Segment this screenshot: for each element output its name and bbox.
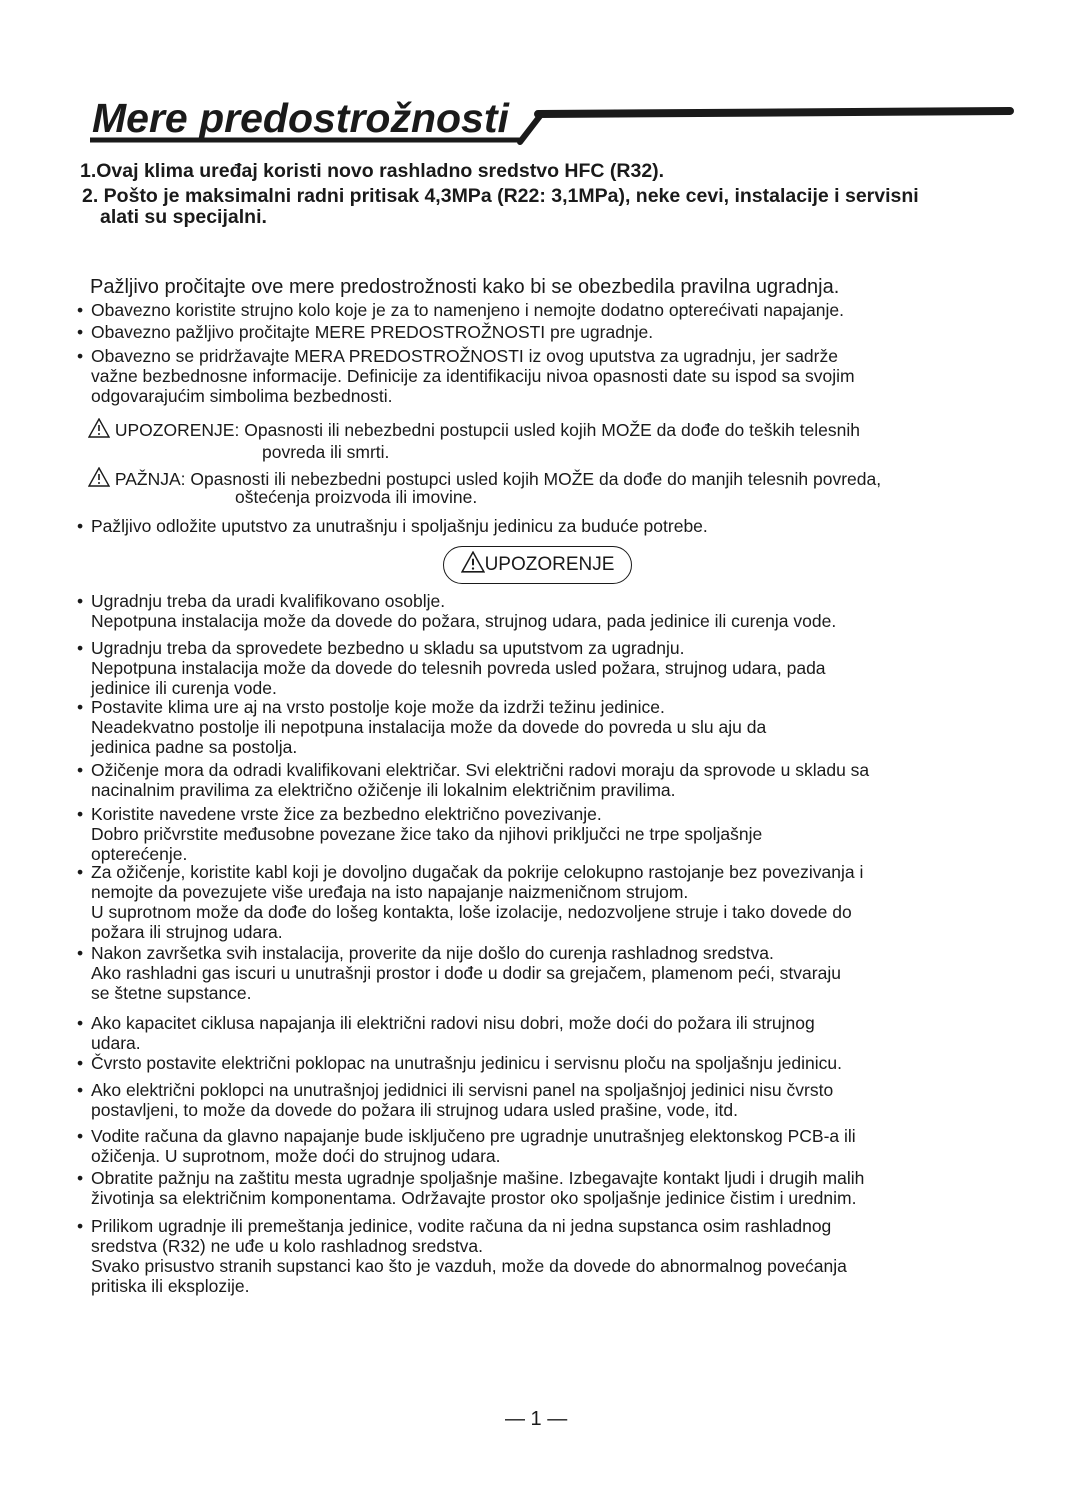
page-number: — 1 —	[505, 1408, 568, 1430]
list-item: • Ako električni poklopci na unutrašnjoj jedidnici ili servisni panel na spoljašnjoj jedinici nisu čvrsto postavljeni, to može da dovede do požara ili strujnog udara usled prašine, vode, itd.	[77, 1080, 834, 1120]
list-item: • Ožičenje mora da odradi kvalifikovani električar. Svi električni radovi moraju da sprovode u skladu sa nacinalnim pravilima za električno ožičenje ili lokalnim električnim pravilima.	[77, 760, 870, 800]
list-item: • Koristite navedene vrste žice za bezbedno električno povezivanje. Dobro pričvrstite međusobne povezane žice tako da njihovi priključci ne trpe spoljašnje opterećenje.	[77, 804, 763, 864]
caution-text: Opasnosti ili nebezbedni postupci usled kojih MOŽE da dođe do manjih telesnih povreda,	[190, 469, 882, 489]
list-item: • Prilikom ugradnje ili premeštanja jedinice, vodite računa da ni jedna supstanca osim rashladnog sredstva (R32) ne uđe u kolo rashladnog sredstva. Svako prisustvo stranih supstanci kao što je vazduh, može da dovede do abnormalnog povećanja pritiska ili eksplozije.	[77, 1216, 847, 1296]
intro-point-2-cont: alati su specijalni.	[100, 206, 267, 228]
list-item: • Nakon završetka svih instalacija, proverite da nije došlo do curenja rashladnog sredstva. Ako rashladni gas iscuri u unutrašnji prostor i dođe u dodir sa grejačem, plamenom peći, stvaraju se štetne supstance.	[77, 943, 841, 1003]
warning-badge	[443, 546, 632, 584]
warning-definition	[88, 418, 860, 441]
list-item: • Obavezno koristite strujno kolo koje je za to namenjeno i nemojte dodatno opterećivati napajanje.	[77, 300, 844, 320]
warning-text-cont: povreda ili smrti.	[262, 442, 390, 462]
intro-point-1: 1.Ovaj klima uređaj koristi novo rashladno sredstvo HFC (R32).	[80, 160, 665, 182]
list-item: • Ako kapacitet ciklusa napajanja ili električni radovi nisu dobri, može doći do požara ili strujnog udara.	[77, 1013, 815, 1053]
title-underline-rule	[0, 0, 1083, 160]
intro-point-2: 2. Pošto je maksimalni radni pritisak 4,3MPa (R22: 3,1MPa), neke cevi, instalacije i servisni	[82, 185, 919, 207]
list-item: • Ugradnju treba da uradi kvalifikovano osoblje. Nepotpuna instalacija može da dovede do požara, strujnog udara, pada jedinice ili curenja vode.	[77, 591, 837, 631]
list-item: • Za ožičenje, koristite kabl koji je dovoljno dugačak da pokrije celokupno rastojanje bez povezivanja i nemojte da povezujete više uređaja na isto napajanje naizmeničnom strujom. U suprotnom može da dođe do lošeg kontakta, loše izolacije, nedozvoljene struje i tako dovede do požara ili strujnog udara.	[77, 862, 864, 942]
lead-text: Pažljivo pročitajte ove mere predostrožnosti kako bi se obezbedila pravilna ugradnja.	[90, 276, 840, 298]
list-item: • Ugradnju treba da sprovedete bezbedno u skladu sa uputstvom za ugradnju. Nepotpuna instalacija može da dovede do telesnih povreda usled požara, strujnog udara, pada jedinice ili curenja vode.	[77, 638, 826, 698]
warning-text: Opasnosti ili nebezbedni postupcii usled kojih MOŽE da dođe do teških telesnih	[244, 420, 860, 440]
list-item: • Čvrsto postavite električni poklopac na unutrašnju jedinicu i servisnu ploču na spoljašnju jedinicu.	[77, 1053, 842, 1073]
list-item: • Postavite klima ure aj na vrsto postolje koje može da izdrži težinu jedinice. Neadekvatno postolje ili nepotpuna instalacija može da dovede do povreda u slu aju da jedinica padne sa postolja.	[77, 697, 767, 757]
list-item: • Obratite pažnju na zaštitu mesta ugradnje spoljašnje mašine. Izbegavajte kontakt ljudi i drugih malih životinja sa električnim komponentama. Održavajte prostor oko spoljašnje jedinice čistim i urednim.	[77, 1168, 865, 1208]
caution-definition	[88, 467, 881, 490]
caution-triangle-icon	[88, 467, 110, 487]
list-item: • Obavezno pažljivo pročitajte MERE PREDOSTROŽNOSTI pre ugradnje.	[77, 322, 654, 342]
list-item: • Obavezno se pridržavajte MERA PREDOSTROŽNOSTI iz ovog uputstva za ugradnju, jer sadrže važne bezbednosne informacije. Definicije za identifikaciju nivoa opasnosti date su ispod sa svojim odgovarajućim simbolima bezbednosti.	[77, 346, 855, 406]
list-item: • Pažljivo odložite uputstvo za unutrašnju i spoljašnju jedinicu za buduće potrebe.	[77, 516, 708, 536]
warning-triangle-icon	[88, 418, 110, 438]
page-title: Mere predostrožnosti	[92, 95, 509, 141]
list-item: • Vodite računa da glavno napajanje bude isključeno pre ugradnje unutrašnjeg elektonskog PCB-a ili ožičenja. U suprotnom, može doći do strujnog udara.	[77, 1126, 856, 1166]
warning-badge-label: UPOZORENJE	[484, 554, 615, 575]
caution-label: PAŽNJA:	[114, 469, 186, 489]
warning-label: UPOZORENJE:	[114, 420, 240, 440]
caution-text-cont: oštećenja proizvoda ili imovine.	[235, 487, 478, 507]
warning-triangle-icon	[461, 551, 485, 573]
